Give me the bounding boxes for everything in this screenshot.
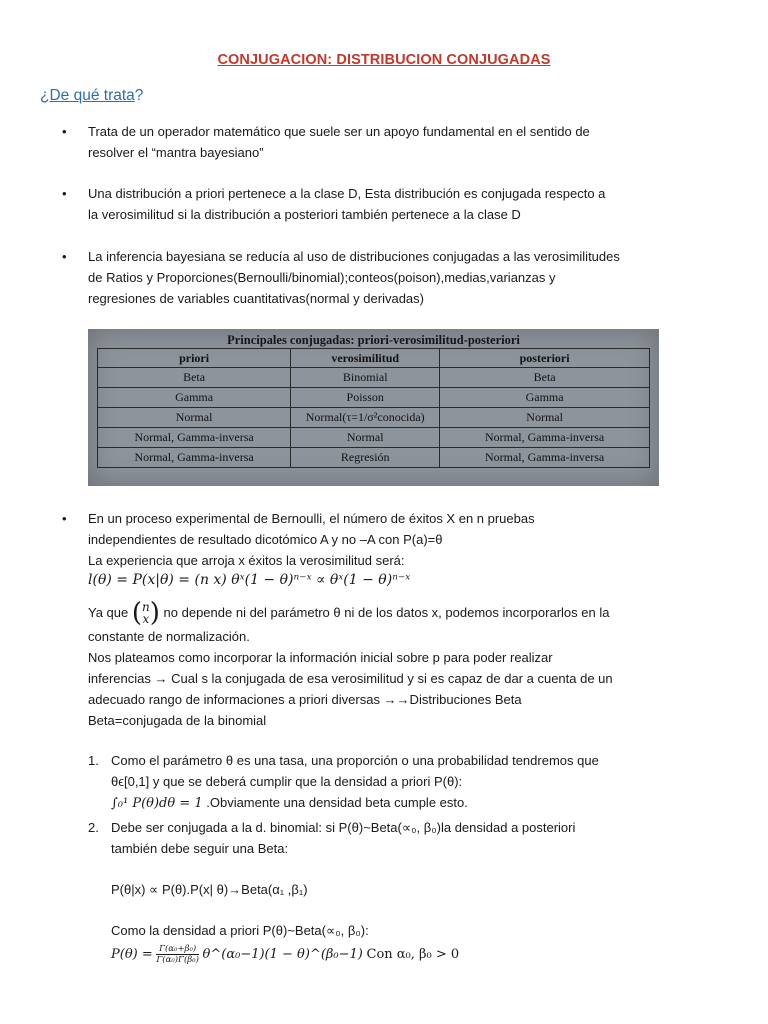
table-row [98,368,650,388]
heading-text: De qué trata [49,87,135,104]
integral-line [111,792,671,814]
text-line: inferencias → Cual s la conjugada de esa verosimilitud y si es capaz de dar a cuenta de un [88,671,613,686]
table-caption: Principales conjugadas: priori-verosimilitud-posteriori [227,333,520,347]
bernoulli-continuation [88,626,688,731]
binomial-coefficient: ( n x ) [131,598,160,629]
table-header-cell: priori [98,349,291,368]
prior-formula [111,940,459,969]
text-line: Una distribución a priori pertenece a la clase D, Esta distribución es conjugada respecto a [88,186,606,201]
table-cell: Binomial [291,368,440,388]
bullet-paragraph-3 [88,246,688,309]
table-row [98,428,650,448]
table-row [98,408,650,428]
text-line: La experiencia que arroja x éxitos la verosimilitud será: [88,553,405,568]
table-cell: Poisson [291,388,440,408]
bernoulli-paragraph [88,508,688,571]
table-cell: Normal, Gamma-inversa [440,448,650,468]
bullet-marker: • [62,124,67,139]
bullet-paragraph-1 [88,121,688,163]
text-line: Como el parámetro θ es una tasa, una proporción o una probabilidad tendremos que [111,753,599,768]
text-line: θϵ[0,1] y que se deberá cumplir que la densidad a priori P(θ): [111,774,463,789]
table-cell: Normal, Gamma-inversa [440,428,650,448]
text-line: En un proceso experimental de Bernoulli, el número de éxitos X en n pruebas [88,511,535,526]
table-cell: Normal [440,408,650,428]
heading-close: ? [134,87,144,104]
conjugate-table-photo [88,329,659,486]
numbered-item-1 [111,750,671,814]
table-cell: Normal(τ=1/σ²conocida) [291,408,440,428]
prior-condition: Con α₀, β₀ > 0 [366,947,460,962]
text-line: Trata de un operador matemático que suele ser un apoyo fundamental en el sentido de [88,124,590,139]
text-line: la verosimilitud si la distribución a posteriori también pertenece a la clase D [88,207,521,222]
text-line: Debe ser conjugada a la d. binomial: si P(θ)~Beta(∝₀, β₀)la densidad a posteriori [111,820,576,835]
heading-open: ¿ [40,87,50,104]
bullet-paragraph-2 [88,183,688,225]
text-line: regresiones de variables cuantitativas(normal y derivadas) [88,291,424,306]
prior-lhs: P(θ) = [111,947,153,962]
table-header-cell: posteriori [440,349,650,368]
ya-que-line [88,600,609,627]
fraction-numerator: Γ(α₀+β₀) [156,944,199,955]
numbered-item-2 [111,817,671,859]
bullet-marker: • [62,249,67,264]
table-row [98,448,650,468]
text-line: independientes de resultado dicotómico A y no –A con P(a)=θ [88,532,443,547]
posterior-formula: P(θ|x) ∝ P(θ).P(x| θ)→Beta(α₁ ,β₁) [111,882,308,897]
fraction-denominator: Γ(α₀)Γ(β₀) [156,955,199,966]
prior-fraction [156,944,199,965]
likelihood-formula: l(θ) = P(x|θ) = (n x) θˣ(1 − θ)ⁿ⁻ˣ ∝ θˣ(1 − θ)ⁿ⁻ˣ [88,572,411,588]
posterior-line [111,879,671,900]
ya-que-suffix: no depende ni del parámetro θ ni de los datos x, podemos incorporarlos en la [163,605,610,620]
table-row [98,388,650,408]
text-line: La inferencia bayesiana se reducía al uso de distribuciones conjugadas a las verosimilitudes [88,249,620,264]
integral-formula: ∫₀¹ P(θ)dθ = 1 [111,796,203,811]
bullet-marker: • [62,511,67,526]
list-number: 1. [88,753,99,768]
table-cell: Normal, Gamma-inversa [98,428,291,448]
table-header-row [98,349,650,368]
prior-intro [111,920,671,941]
document-title: CONJUGACION: DISTRIBUCION CONJUGADAS [217,52,551,68]
text-line: también debe seguir una Beta: [111,841,289,856]
text-line: constante de normalización. [88,629,250,644]
table-cell: Regresión [291,448,440,468]
text-line: Nos plateamos como incorporar la información inicial sobre p para poder realizar [88,650,553,665]
conjugate-table [97,348,650,468]
table-cell: Gamma [440,388,650,408]
prior-rhs: θ^(α₀−1)(1 − θ)^(β₀−1) [202,947,363,962]
ya-que-prefix: Ya que [88,605,129,620]
table-cell: Normal [291,428,440,448]
bullet-marker: • [62,186,67,201]
section-heading [40,87,143,105]
text-line: Beta=conjugada de la binomial [88,713,267,728]
integral-tail: .Obviamente una densidad beta cumple esto. [202,795,468,810]
text-line: adecuado rango de informaciones a priori diversas →→Distribuciones Beta [88,692,522,707]
table-cell: Beta [98,368,291,388]
table-cell: Beta [440,368,650,388]
list-number: 2. [88,820,99,835]
table-header-cell: verosimilitud [291,349,440,368]
table-cell: Normal, Gamma-inversa [98,448,291,468]
text-line: de Ratios y Proporciones(Bernoulli/binomial);conteos(poison),medias,varianzas y [88,270,556,285]
table-cell: Gamma [98,388,291,408]
text-line: resolver el “mantra bayesiano” [88,145,264,160]
table-cell: Normal [98,408,291,428]
text-line: Como la densidad a priori P(θ)~Beta(∝₀, β₀): [111,923,369,938]
